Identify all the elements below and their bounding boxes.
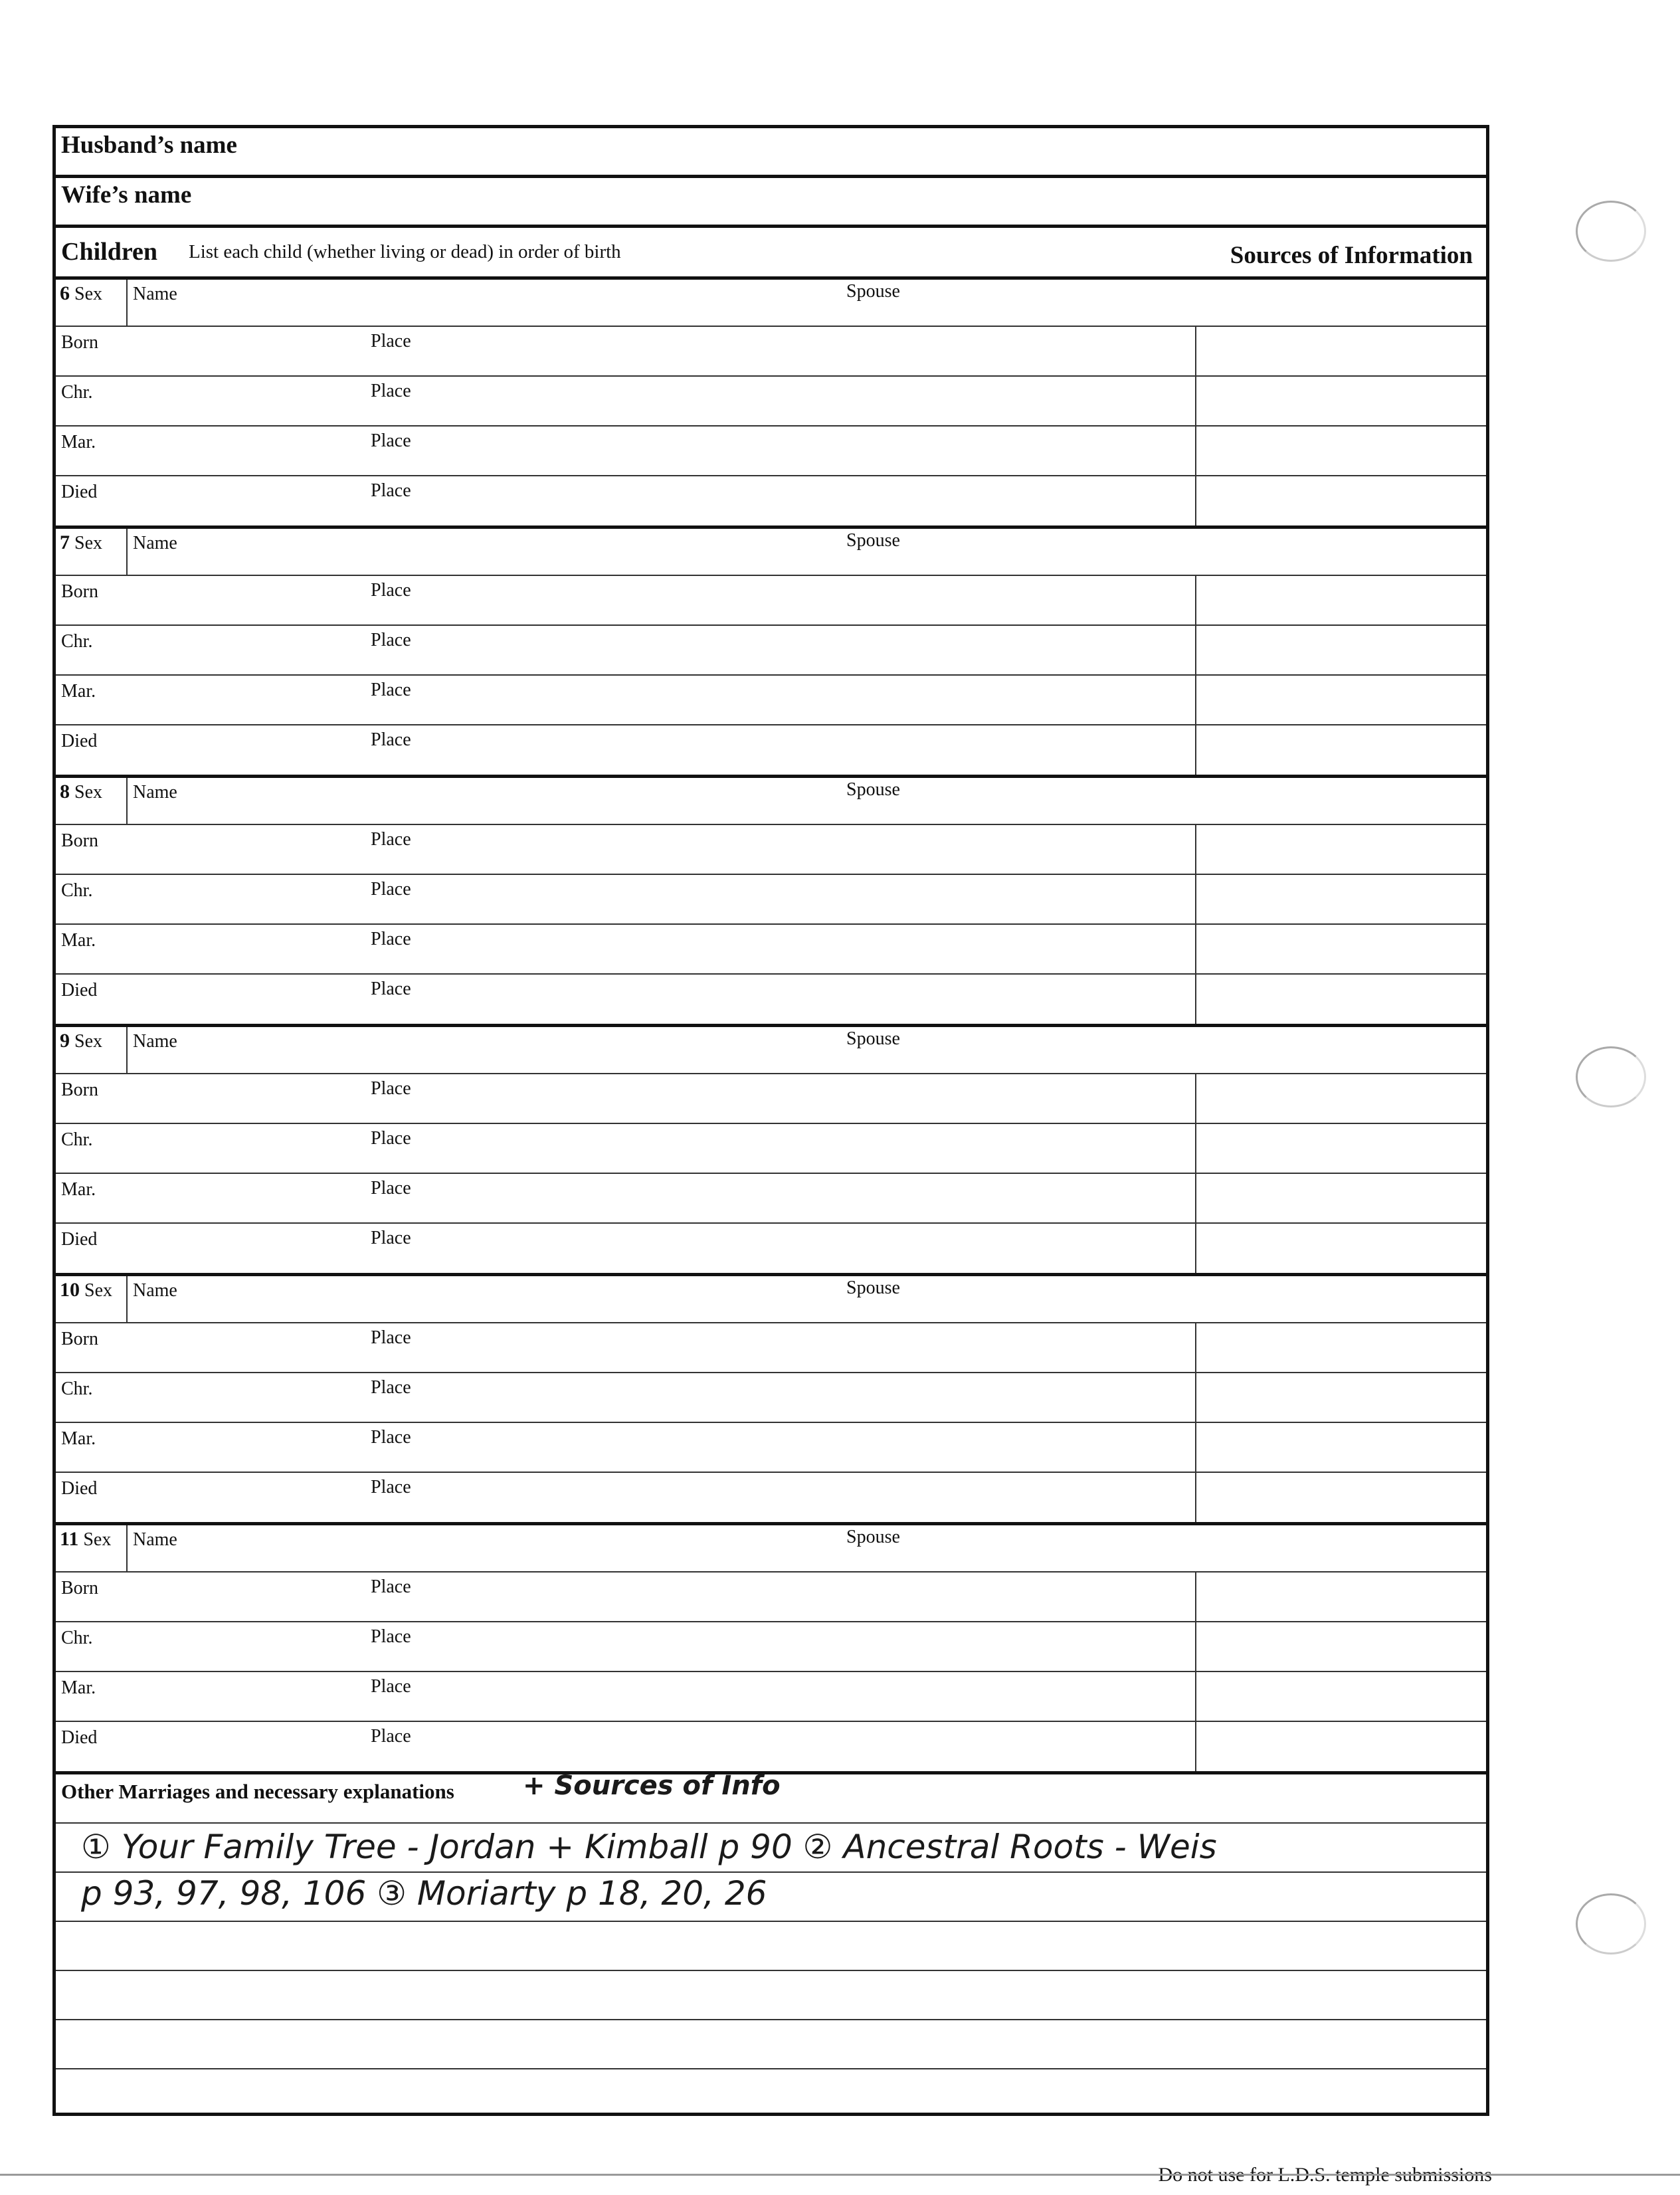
note-line[interactable] — [56, 1970, 1486, 2020]
child-number-cell — [56, 1027, 128, 1073]
child-number: 6 — [60, 282, 70, 304]
died-row[interactable] — [56, 975, 1486, 1024]
handwritten-note-line-1: ① Your Family Tree - Jordan + Kimball p 90 ② Ancestral Roots - Weis — [81, 1828, 1217, 1866]
died-label: Died — [61, 1478, 98, 1499]
child-block — [56, 1276, 1486, 1525]
place-label: Place — [371, 829, 411, 850]
note-line[interactable] — [56, 2019, 1486, 2069]
spouse-label: Spouse — [846, 1278, 900, 1298]
name-label: Name — [133, 1529, 177, 1550]
handwritten-note-line-2: p 93, 97, 98, 106 ③ Moriarty p 18, 20, 26 — [81, 1874, 767, 1913]
christened-row[interactable] — [56, 1622, 1486, 1672]
page-edge-line — [0, 2174, 1680, 2176]
sources-column-divider — [1195, 1573, 1196, 1771]
died-label: Died — [61, 1727, 98, 1748]
place-label: Place — [371, 1576, 411, 1597]
spouse-label: Spouse — [846, 1028, 900, 1049]
died-row[interactable] — [56, 1473, 1486, 1523]
born-label: Born — [61, 581, 98, 602]
name-label: Name — [133, 533, 177, 553]
child-name-row[interactable] — [56, 1276, 1486, 1323]
christened-label: Chr. — [61, 1628, 93, 1648]
spouse-label: Spouse — [846, 779, 900, 800]
sex-label: Sex — [83, 1529, 112, 1550]
married-row[interactable] — [56, 1672, 1486, 1722]
born-label: Born — [61, 1578, 98, 1598]
child-block — [56, 1027, 1486, 1276]
sex-label: Sex — [74, 533, 102, 553]
binder-hole-bottom — [1576, 1893, 1646, 1955]
place-label: Place — [371, 1377, 411, 1398]
married-row[interactable] — [56, 427, 1486, 476]
child-block — [56, 1525, 1486, 1774]
husband-label: Husband’s name — [61, 132, 237, 159]
born-label: Born — [61, 830, 98, 851]
christened-row[interactable] — [56, 875, 1486, 925]
sources-column-divider — [1195, 825, 1196, 1024]
sources-column-divider — [1195, 327, 1196, 525]
wife-label: Wife’s name — [61, 181, 192, 209]
child-number-cell — [56, 778, 128, 824]
child-block — [56, 280, 1486, 529]
child-number-cell — [56, 529, 128, 575]
name-label: Name — [133, 284, 177, 304]
christened-label: Chr. — [61, 382, 93, 403]
sex-label: Sex — [74, 1031, 102, 1052]
sex-label: Sex — [84, 1280, 112, 1301]
footer-note: Do not use for L.D.S. temple submissions — [1158, 2164, 1492, 2186]
married-label: Mar. — [61, 1677, 96, 1698]
child-name-row[interactable] — [56, 1027, 1486, 1074]
married-label: Mar. — [61, 681, 96, 702]
born-row[interactable] — [56, 1074, 1486, 1124]
place-label: Place — [371, 1178, 411, 1198]
children-header-row — [56, 228, 1486, 280]
born-label: Born — [61, 1329, 98, 1349]
married-row[interactable] — [56, 1423, 1486, 1473]
other-marriages-section — [56, 1770, 1486, 2113]
born-row[interactable] — [56, 327, 1486, 377]
place-label: Place — [371, 1078, 411, 1099]
place-label: Place — [371, 331, 411, 351]
place-label: Place — [371, 1626, 411, 1647]
married-label: Mar. — [61, 432, 96, 452]
christened-label: Chr. — [61, 880, 93, 901]
christened-row[interactable] — [56, 1373, 1486, 1423]
child-number-cell — [56, 280, 128, 326]
child-number: 10 — [60, 1279, 80, 1301]
name-label: Name — [133, 782, 177, 803]
note-line[interactable] — [56, 1921, 1486, 1971]
child-number: 7 — [60, 531, 70, 553]
married-row[interactable] — [56, 676, 1486, 725]
wife-row[interactable] — [56, 178, 1486, 228]
child-name-row[interactable] — [56, 280, 1486, 327]
child-block — [56, 778, 1486, 1027]
christened-label: Chr. — [61, 1129, 93, 1150]
husband-row[interactable] — [56, 128, 1486, 178]
died-label: Died — [61, 482, 98, 502]
sources-column-divider — [1195, 1323, 1196, 1522]
spouse-label: Spouse — [846, 281, 900, 302]
married-label: Mar. — [61, 1179, 96, 1200]
married-row[interactable] — [56, 925, 1486, 975]
married-label: Mar. — [61, 930, 96, 951]
place-label: Place — [371, 1427, 411, 1448]
christened-row[interactable] — [56, 377, 1486, 427]
handwritten-sources-heading: + Sources of Info — [523, 1770, 781, 1801]
place-label: Place — [371, 1726, 411, 1747]
family-group-form — [52, 125, 1489, 2116]
born-row[interactable] — [56, 576, 1486, 626]
place-label: Place — [371, 1128, 411, 1149]
place-label: Place — [371, 1676, 411, 1697]
note-line[interactable] — [56, 1822, 1486, 1873]
place-label: Place — [371, 430, 411, 451]
died-row[interactable] — [56, 476, 1486, 526]
born-row[interactable] — [56, 1573, 1486, 1622]
children-note: List each child (whether living or dead) in order of birth — [189, 241, 621, 262]
married-label: Mar. — [61, 1428, 96, 1449]
place-label: Place — [371, 979, 411, 999]
born-row[interactable] — [56, 825, 1486, 875]
name-label: Name — [133, 1031, 177, 1052]
place-label: Place — [371, 630, 411, 650]
christened-row[interactable] — [56, 626, 1486, 676]
born-label: Born — [61, 1080, 98, 1100]
spouse-label: Spouse — [846, 530, 900, 551]
born-label: Born — [61, 332, 98, 353]
child-number: 9 — [60, 1030, 70, 1052]
child-number-cell — [56, 1525, 128, 1571]
place-label: Place — [371, 1477, 411, 1497]
married-row[interactable] — [56, 1174, 1486, 1224]
binder-hole-top — [1576, 201, 1646, 262]
note-line[interactable] — [56, 1871, 1486, 1922]
place-label: Place — [371, 381, 411, 401]
christened-label: Chr. — [61, 631, 93, 652]
place-label: Place — [371, 580, 411, 601]
place-label: Place — [371, 1228, 411, 1248]
child-name-row[interactable] — [56, 1525, 1486, 1573]
place-label: Place — [371, 729, 411, 750]
child-name-row[interactable] — [56, 778, 1486, 825]
place-label: Place — [371, 879, 411, 900]
died-label: Died — [61, 980, 98, 1001]
place-label: Place — [371, 680, 411, 700]
died-row[interactable] — [56, 725, 1486, 775]
place-label: Place — [371, 1327, 411, 1348]
sources-of-information-label: Sources of Information — [1230, 242, 1473, 269]
binder-hole-middle — [1576, 1046, 1646, 1107]
child-block — [56, 529, 1486, 778]
born-row[interactable] — [56, 1323, 1486, 1373]
died-label: Died — [61, 731, 98, 751]
christened-label: Chr. — [61, 1379, 93, 1399]
other-marriages-title: Other Marriages and necessary explanations — [61, 1780, 454, 1803]
children-label: Children — [61, 238, 158, 266]
name-label: Name — [133, 1280, 177, 1301]
christened-row[interactable] — [56, 1124, 1486, 1174]
child-name-row[interactable] — [56, 529, 1486, 576]
child-number: 8 — [60, 781, 70, 803]
sources-column-divider — [1195, 1074, 1196, 1273]
died-row[interactable] — [56, 1224, 1486, 1274]
sex-label: Sex — [74, 284, 102, 304]
died-row[interactable] — [56, 1722, 1486, 1772]
place-label: Place — [371, 480, 411, 501]
place-label: Place — [371, 929, 411, 949]
other-marriages-header-row — [56, 1770, 1486, 1824]
died-label: Died — [61, 1229, 98, 1250]
child-number-cell — [56, 1276, 128, 1322]
spouse-label: Spouse — [846, 1527, 900, 1547]
sex-label: Sex — [74, 782, 102, 803]
child-number: 11 — [60, 1528, 79, 1550]
sources-column-divider — [1195, 576, 1196, 775]
